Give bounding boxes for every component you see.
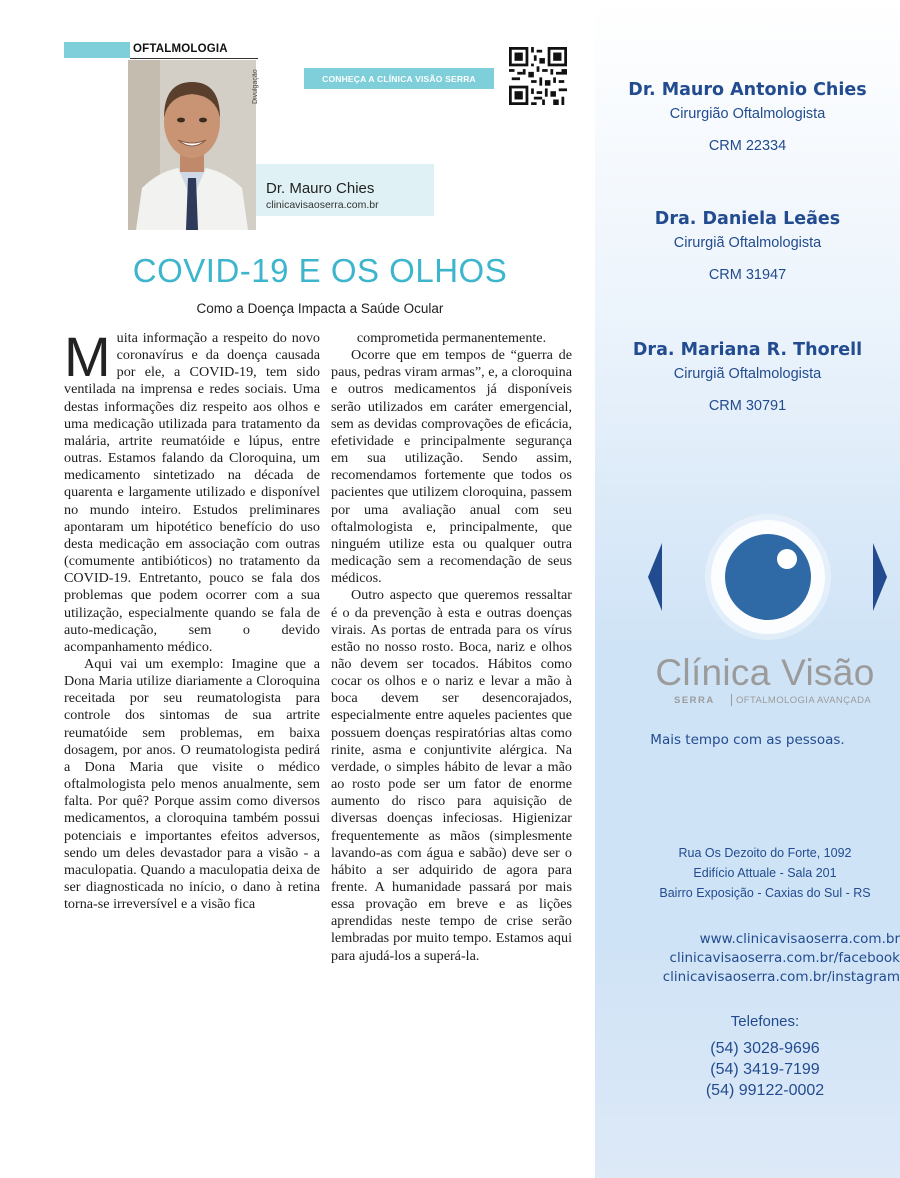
article-paragraph: comprometida permanentemente. bbox=[356, 330, 547, 346]
author-name: Dr. Mauro Chies bbox=[266, 180, 375, 197]
brand-name: Clínica Visão bbox=[655, 652, 875, 693]
eye-logo-icon bbox=[640, 505, 895, 655]
doctor-role: Cirurgião Oftalmologista bbox=[669, 106, 826, 122]
facebook-link[interactable]: clinicavisaoserra.com.br/facebook bbox=[669, 950, 900, 966]
doctor-crm: CRM 22334 bbox=[708, 138, 787, 154]
brand-divider bbox=[731, 694, 732, 706]
doctor-crm: CRM 31947 bbox=[708, 267, 787, 283]
phones-label: Telefones: bbox=[730, 1013, 800, 1030]
doctor-crm: CRM 30791 bbox=[708, 398, 787, 414]
cta-banner[interactable]: CONHEÇA A CLÍNICA VISÃO SERRA bbox=[304, 68, 494, 89]
author-site-link[interactable]: clinicavisaoserra.com.br bbox=[266, 199, 379, 211]
article-title: COVID-19 E OS OLHOS bbox=[132, 252, 508, 289]
brand-serra bbox=[674, 695, 715, 706]
brand-serra-text: SERRA bbox=[674, 695, 715, 706]
photo-credit: Divulgação bbox=[252, 69, 259, 104]
doctor-role: Cirurgiã Oftalmologista bbox=[673, 235, 822, 251]
article-column-2 bbox=[331, 330, 572, 965]
instagram-link[interactable]: clinicavisaoserra.com.br/instagram bbox=[662, 969, 900, 985]
article-paragraph: Ocorre que em tempos de “guerra de paus, pedras viram armas”, e, a cloroquina e outros medicamentos já disponíveis serão utilizados em caráter emergencial, sem as devidas comprovações de eficácia, efetividade e principalmente segurança em sua utilização. Sendo assim, recomendamos fortemente que todos os pacientes que utilizem cloroquina, passem por uma avaliação anual com seu oftalmologista e, principalmente, que ninguém utilize esta ou qualquer outra medicação sem a recomendação de seus médicos. bbox=[331, 347, 572, 587]
article-column-1 bbox=[64, 325, 320, 913]
qr-code-icon[interactable] bbox=[509, 47, 567, 105]
author-photo bbox=[128, 60, 256, 230]
phone-number[interactable]: (54) 99122-0002 bbox=[705, 1082, 825, 1099]
clinic-links bbox=[620, 930, 900, 987]
doctor-name: Dr. Mauro Antonio Chies bbox=[628, 80, 867, 100]
address-line: Rua Os Dezoito do Forte, 1092 bbox=[678, 846, 852, 860]
address-line: Edifício Attuale - Sala 201 bbox=[693, 866, 837, 880]
section-color-bar bbox=[64, 42, 130, 58]
doctor-name: Dra. Mariana R. Thorell bbox=[632, 340, 863, 360]
article-paragraph: Outro aspecto que queremos ressaltar é o da prevenção à esta e outras doenças virais. As portas de entrada para os vírus estão no nosso rosto. Boca, nariz e olhos não devem ser tocados. Hábitos como cocar os olhos e o nariz e levar a mão à boca devem ser desencorajados, especialmente entre aqueles pacientes que possuem doenças respiratórias altas como rinite, asma e conjuntivite alérgica. Na verdade, o simples hábito de levar a mão ao rosto pode ser um fator de enorme aumento do risco para aquisição de diversas doenças infeciosas. Higienizar frequentemente as mãos (simplesmente lavando-as com água e sabão) deve ser o hábito a ser adquirido de agora para frente. A humanidade passará por mais essa provação em breve e as lições aprendidas neste tempo de crise serão lembradas por muito tempo. Estamos aqui para ajudá-los a superá-la. bbox=[331, 587, 572, 964]
article-paragraph: Muita informação a respeito do novo coronavírus e da doença causada por ele, a COVID-19, tem sido ventilada na imprensa e redes sociais. Uma destas informações diz respeito aos olhos e uma medicação utilizada para tratamento da malária, artrite reumatóide e lúpus, entre outras. Estamos falando da Cloroquina, um medicamento sintetizado na década de quarenta e largamente utilizado e disponível no mundo inteiro. Estudos preliminares apontaram um hipotético benefício do uso desta medicação em associação com outras (comumente antibióticos) no tratamento da COVID-19. Entretanto, pouco se fala dos problemas que podem ocorrer com a sua utilização, especialmente quando se fala de auto-medicação, sem o devido acompanhamento médico. bbox=[64, 325, 320, 655]
phone-number[interactable]: (54) 3028-9696 bbox=[710, 1040, 820, 1057]
phone-list bbox=[595, 1038, 900, 1101]
doctor-role: Cirurgiã Oftalmologista bbox=[673, 366, 822, 382]
doctor-card bbox=[595, 339, 900, 417]
doctor-card bbox=[595, 208, 900, 286]
section-rule bbox=[130, 58, 258, 59]
article-paragraph: Aqui vai um exemplo: Imagine que a Dona Maria utilize diariamente a Cloroquina receitada por seu reumatologista para controle dos sintomas de sua artrite reumatóide sem problemas, em baixa dosagem, por anos. O reumatologista pedirá a Dona Maria que visite o médico oftalmologista pelo menos anualmente, sem falta. Por quê? Porque assim como diversos medicamentos, a cloroquina também possui potenciais e importantes efeitos adversos, sendo um deles devastador para a visão - a maculopatia. Quando a maculopatia deixa de ser diagnosticada no início, o dano à retina torna-se irreversível e a visão fica bbox=[64, 655, 320, 913]
website-link[interactable]: www.clinicavisaoserra.com.br bbox=[699, 931, 900, 947]
clinic-address bbox=[595, 843, 900, 903]
brand-tagline: Mais tempo com as pessoas. bbox=[650, 732, 845, 748]
phone-number[interactable]: (54) 3419-7199 bbox=[710, 1061, 820, 1078]
section-label: OFTALMOLOGIA bbox=[133, 43, 228, 55]
brand-subtitle: OFTALMOLOGIA AVANÇADA bbox=[736, 695, 872, 706]
article-subtitle: Como a Doença Impacta a Saúde Ocular bbox=[196, 301, 444, 316]
doctor-name: Dra. Daniela Leães bbox=[654, 209, 841, 229]
address-line: Bairro Exposição - Caxias do Sul - RS bbox=[659, 886, 871, 900]
doctor-card bbox=[595, 79, 900, 157]
